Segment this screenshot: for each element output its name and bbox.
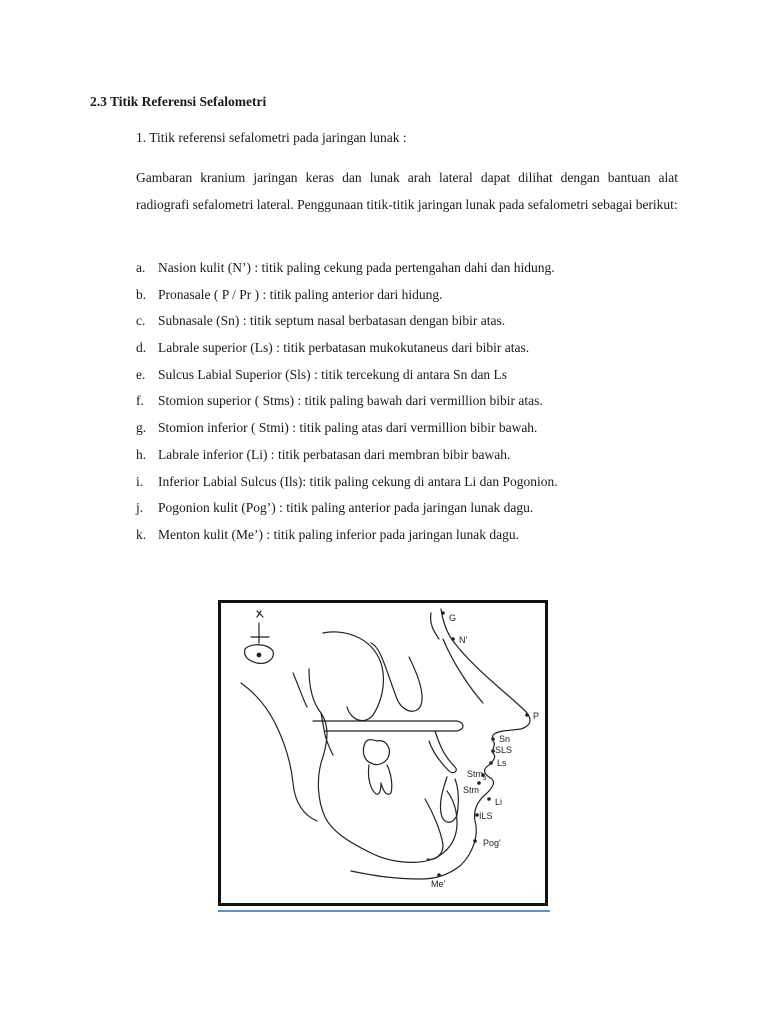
list-marker: i. xyxy=(136,473,144,489)
list-marker: a. xyxy=(136,260,146,275)
point-p xyxy=(525,713,529,717)
label-sls: SLS xyxy=(495,745,513,755)
label-pog: Pog' xyxy=(483,838,501,848)
orbit-contour xyxy=(371,643,422,711)
intro-paragraph: Gambaran kranium jaringan keras dan lunak arah lateral dapat dilihat dengan bantuan alat radiografi sefalometri lateral. Penggunaan titik-titik jaringan lunak pada sefalometri sebagai berikut: xyxy=(136,170,678,212)
list-marker: f. xyxy=(136,393,144,409)
point-li xyxy=(487,797,491,801)
nasal-bone xyxy=(443,639,483,703)
list-item-text: Labrale inferior (Li) : titik perbatasan dari membran bibir bawah. xyxy=(158,446,511,462)
list-item xyxy=(136,311,696,338)
label-ils: ILS xyxy=(479,811,493,821)
point-n xyxy=(451,637,455,641)
list-item xyxy=(136,472,696,499)
list-marker: b. xyxy=(136,286,147,302)
label-ls: Ls xyxy=(497,758,507,768)
list-marker: d. xyxy=(136,340,147,356)
list-marker: g. xyxy=(136,420,147,436)
list-item-text: Menton kulit (Me’) : titik paling inferior pada jaringan lunak dagu. xyxy=(158,526,520,542)
list-item xyxy=(136,338,696,365)
label-g: G xyxy=(449,613,457,623)
label-li: Li xyxy=(495,797,503,807)
list-item-text: Nasion kulit (N’) : titik paling cekung pada pertengahan dahi dan hidung. xyxy=(158,260,555,275)
reference-point-list xyxy=(136,258,696,552)
porion-mark xyxy=(251,611,269,643)
list-item xyxy=(136,391,696,418)
list-item-text: Stomion superior ( Stms) : titik paling bawah dari vermillion bibir atas. xyxy=(158,393,543,409)
label-stms-main: Stm xyxy=(467,769,484,779)
point-sn xyxy=(491,737,495,741)
figure-underline xyxy=(218,910,550,912)
list-item-text: Pronasale ( P / Pr ) : titik paling anterior dari hidung. xyxy=(158,286,443,302)
molar-root xyxy=(368,765,391,794)
label-sn: Sn xyxy=(499,734,511,744)
list-item xyxy=(136,525,696,552)
subheading: 1. Titik referensi sefalometri pada jaringan lunak : xyxy=(136,130,407,145)
list-item-text: Sulcus Labial Superior (Sls) : titik tercekung di antara Sn dan Ls xyxy=(158,366,508,382)
label-stmi: Stm xyxy=(463,785,480,795)
list-item-text: Labrale superior (Ls) : titik perbatasan mukokutaneus dari bibir atas. xyxy=(158,340,530,356)
list-item xyxy=(136,258,696,285)
label-stms-sub: s xyxy=(483,775,487,782)
list-item xyxy=(136,445,696,472)
list-item-text: Inferior Labial Sulcus (Ils): titik paling cekung di antara Li dan Pogonion. xyxy=(158,473,558,489)
section-heading: 2.3 Titik Referensi Sefalometri xyxy=(90,94,267,109)
list-item xyxy=(136,365,696,392)
landmark-points xyxy=(437,611,529,877)
frontal-bone-contour xyxy=(431,613,439,639)
list-marker: j. xyxy=(136,500,144,516)
cephalometric-tracing xyxy=(221,603,545,903)
point-g xyxy=(441,611,445,615)
list-marker: c. xyxy=(136,313,146,329)
coronoid-notch xyxy=(293,673,307,707)
list-item-text: Stomion inferior ( Stmi) : titik paling atas dari vermillion bibir bawah. xyxy=(158,420,538,436)
point-me xyxy=(437,873,441,877)
list-item xyxy=(136,418,696,445)
list-item xyxy=(136,498,696,525)
ramus-contour xyxy=(309,669,457,862)
lower-incisor xyxy=(440,777,458,822)
sella-point xyxy=(257,653,261,657)
label-me: Me' xyxy=(431,879,446,889)
upper-incisor xyxy=(429,731,456,773)
cephalometric-figure xyxy=(218,600,548,906)
palatal-plane xyxy=(313,721,463,731)
list-marker: k. xyxy=(136,526,147,542)
list-item-text: Subnasale (Sn) : titik septum nasal berbatasan dengan bibir atas. xyxy=(158,313,506,329)
list-item xyxy=(136,285,696,312)
list-marker: h. xyxy=(136,446,147,462)
molar-crown xyxy=(363,740,389,765)
point-pog xyxy=(473,839,477,843)
label-p: P xyxy=(533,711,540,721)
point-ls xyxy=(489,761,493,765)
list-item-text: Pogonion kulit (Pog’) : titik paling anterior pada jaringan lunak dagu. xyxy=(158,500,534,516)
list-marker: e. xyxy=(136,366,146,382)
label-n: N' xyxy=(459,635,468,645)
